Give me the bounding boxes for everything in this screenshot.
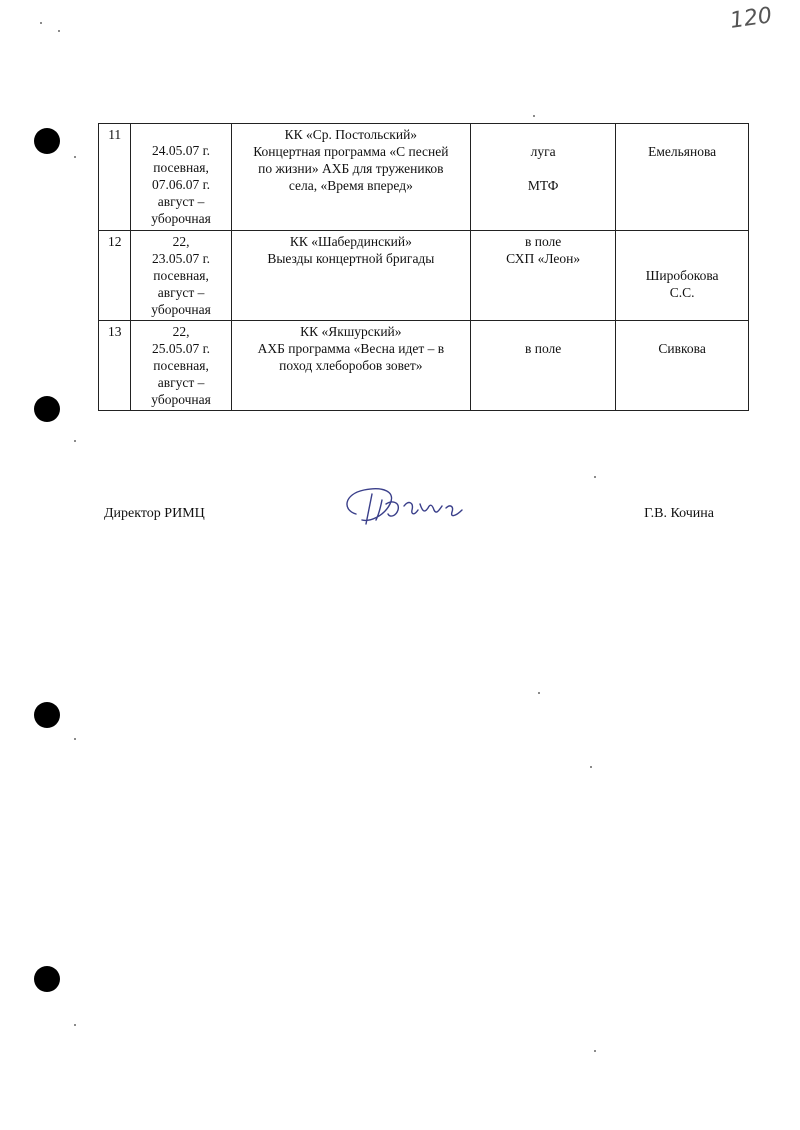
cell-event-line: АХБ программа «Весна идет – в <box>257 341 445 356</box>
signature-title: Директор РИМЦ <box>104 506 205 521</box>
scan-speck <box>590 766 592 768</box>
cell-date-line: уборочная <box>151 302 211 317</box>
scan-speck <box>594 1050 596 1052</box>
cell-date-line: посевная, <box>153 268 209 283</box>
cell-event <box>231 231 470 321</box>
binder-hole <box>34 966 60 992</box>
cell-responsible-line: Сивкова <box>658 341 706 356</box>
cell-date-line: 22, <box>172 324 190 339</box>
cell-date-line: 24.05.07 г. <box>152 143 211 158</box>
cell-event-line: по жизни» АХБ для тружеников <box>258 161 444 176</box>
cell-number: 11 <box>99 124 131 231</box>
cell-date <box>131 124 231 231</box>
cell-date-line: август – <box>157 375 205 390</box>
cell-responsible-line: Емельянова <box>648 144 717 159</box>
cell-responsible <box>616 124 749 231</box>
signature-name: Г.В. Кочина <box>644 506 714 521</box>
cell-event-line: Концертная программа «С песней <box>253 144 449 159</box>
cell-event-line: КК «Шабердинский» <box>289 234 412 249</box>
cell-date <box>131 321 231 411</box>
cell-place-line: в поле <box>524 341 562 356</box>
cell-event <box>231 124 470 231</box>
cell-event-line: поход хлеборобов зовет» <box>279 358 423 373</box>
scan-speck <box>533 115 535 117</box>
cell-place <box>471 231 616 321</box>
cell-place-line: СХП «Леон» <box>506 251 581 266</box>
cell-date-line: 23.05.07 г. <box>152 251 211 266</box>
cell-event-line: КК «Ср. Постольский» <box>284 127 418 142</box>
cell-responsible-line: С.С. <box>669 285 695 300</box>
table-row <box>99 231 749 321</box>
cell-place <box>471 124 616 231</box>
cell-date-line: 25.05.07 г. <box>152 341 211 356</box>
cell-date-line: посевная, <box>153 358 209 373</box>
cell-place <box>471 321 616 411</box>
cell-date-line: 22, <box>172 234 190 249</box>
scan-speck <box>74 1024 76 1026</box>
cell-date-line: август – <box>157 194 205 209</box>
cell-responsible <box>616 231 749 321</box>
scan-speck <box>538 692 540 694</box>
table-row <box>99 124 749 231</box>
binder-hole <box>34 702 60 728</box>
cell-date <box>131 231 231 321</box>
table-row <box>99 321 749 411</box>
cell-number: 13 <box>99 321 131 411</box>
cell-event <box>231 321 470 411</box>
cell-date-line: 07.06.07 г. <box>152 177 211 192</box>
scan-speck <box>58 30 60 32</box>
page-number: 120 <box>728 3 774 34</box>
scan-speck <box>74 156 76 158</box>
cell-event-line: КК «Якшурский» <box>300 324 402 339</box>
scan-speck <box>594 476 596 478</box>
scan-speck <box>74 738 76 740</box>
cell-date-line: посевная, <box>153 160 209 175</box>
cell-place-line: в поле <box>524 234 562 249</box>
cell-date-line: август – <box>157 285 205 300</box>
events-table <box>98 123 749 411</box>
cell-event-line: села, «Время вперед» <box>288 178 413 193</box>
binder-hole <box>34 396 60 422</box>
cell-place-line: луга <box>530 144 556 159</box>
scan-speck <box>40 22 42 24</box>
cell-number: 12 <box>99 231 131 321</box>
binder-hole <box>34 128 60 154</box>
scan-speck <box>74 440 76 442</box>
cell-date-line: уборочная <box>151 211 211 226</box>
cell-responsible-line: Широбокова <box>645 268 719 283</box>
cell-place-line: МТФ <box>527 178 559 193</box>
cell-date-line: уборочная <box>151 392 211 407</box>
cell-event-line: Выезды концертной бригады <box>267 251 435 266</box>
cell-responsible <box>616 321 749 411</box>
cell-place-line <box>475 160 611 177</box>
handwritten-signature <box>334 480 474 530</box>
signature-block <box>104 480 714 540</box>
